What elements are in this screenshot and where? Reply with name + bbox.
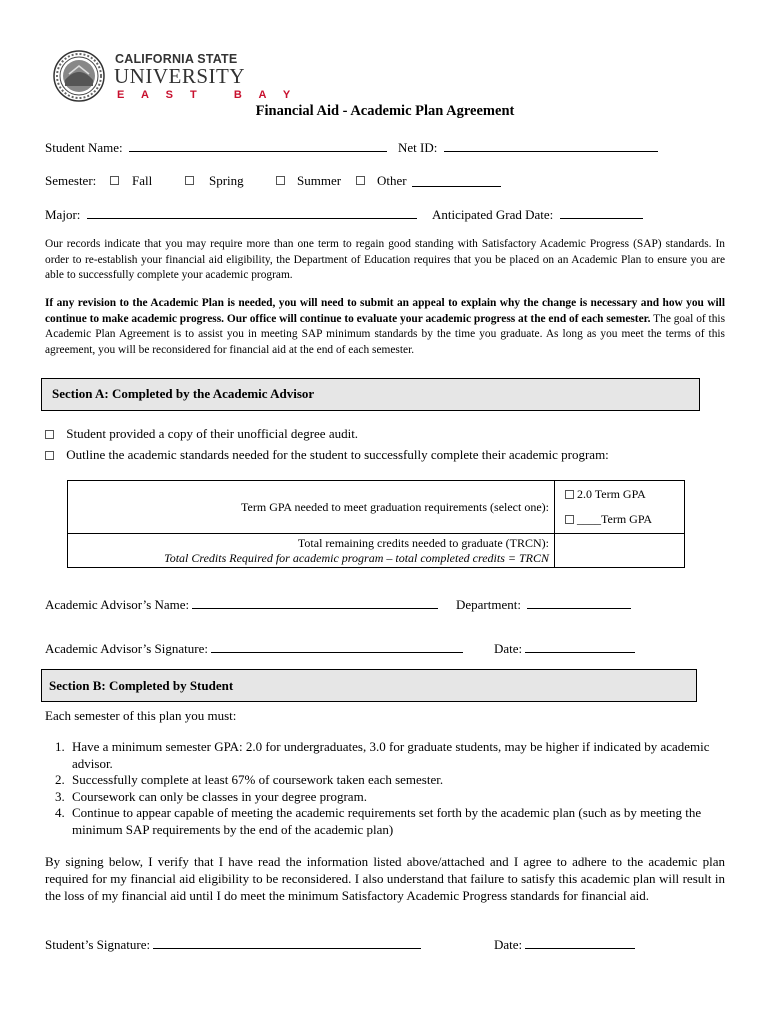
advisor-name-row: [45, 596, 438, 613]
fall-checkbox[interactable]: [110, 176, 119, 185]
requirements-table: [67, 480, 685, 568]
list-item: 2. Successfully complete at least 67% of coursework taken each semester.: [68, 772, 748, 789]
agreement-paragraph: By signing below, I verify that I have read the information listed above/attached and I agree to adhere to the academic plan required for my financial aid eligibility to be reconsidered. I also understand that failure to satisfy this academic plan will result in the loss of my financial aid until I do meet the minimum Satisfactory Academic Progress standards for financial aid.: [45, 854, 725, 903]
trcn-value-cell[interactable]: [555, 534, 685, 568]
other-field[interactable]: [412, 174, 501, 187]
summer-checkbox[interactable]: [276, 176, 285, 185]
term-gpa-label: Term GPA needed to meet graduation requirements (select one):: [241, 499, 549, 514]
advisor-name-label: Academic Advisor’s Name:: [45, 597, 190, 612]
term-gpa-label-cell: [68, 481, 555, 534]
gpa-2-checkbox[interactable]: [565, 490, 574, 499]
department-field[interactable]: [527, 596, 631, 609]
section-b-lead: Each semester of this plan you must:: [45, 708, 237, 723]
student-signature-field[interactable]: [153, 936, 421, 949]
spring-checkbox[interactable]: [185, 176, 194, 185]
intro-paragraph-2-bold: If any revision to the Academic Plan is needed, you will need to submit an appeal to explain why the change is necessary and how you will continue to make academic progress. Our office will continue to evaluate your academic progress at the end of each semester.: [45, 297, 725, 325]
intro-paragraph-2-rest: The goal of this Academic Plan Agreement is to assist you in meeting SAP minimum standards by the time you graduate. As long as you meet the terms of this agreement, you will be reconsidered for financial aid at the end of each semester.: [45, 312, 726, 356]
semester-row: [45, 173, 565, 189]
degree-audit-label: Student provided a copy of their unofficial degree audit.: [66, 426, 359, 441]
academic-standards-label: Outline the academic standards needed for the student to successfully complete their academic program:: [66, 447, 609, 462]
gpa-custom-checkbox[interactable]: [565, 515, 574, 524]
grad-date-label: Anticipated Grad Date:: [432, 207, 554, 222]
department-label: Department:: [456, 597, 521, 612]
student-name-field[interactable]: [129, 139, 387, 152]
logo-line-2: UNIVERSITY: [114, 64, 245, 88]
advisor-date-field[interactable]: [525, 640, 635, 653]
advisor-name-field[interactable]: [192, 596, 438, 609]
table-row: [68, 481, 685, 534]
net-id-row: [398, 139, 658, 156]
summer-label: Summer: [297, 173, 342, 188]
advisor-date-row: [494, 640, 635, 657]
advisor-date-label: Date:: [494, 641, 523, 656]
fall-label: Fall: [132, 173, 153, 188]
student-date-row: [494, 936, 635, 953]
major-field[interactable]: [87, 206, 417, 219]
trcn-formula: Total Credits Required for academic program – total completed credits = TRCN: [164, 550, 549, 565]
student-date-field[interactable]: [525, 936, 635, 949]
advisor-signature-field[interactable]: [211, 640, 463, 653]
list-item: 4. Continue to appear capable of meeting the academic requirements set forth by the academic plan (such as by meeting the minimum SAP requirements by the end of the academic plan): [68, 805, 748, 838]
major-row: [45, 206, 417, 223]
table-row: [68, 534, 685, 568]
section-a-check-2: [45, 447, 609, 463]
section-b-title: Section B: Completed by Student: [49, 678, 234, 693]
trcn-label: Total remaining credits needed to graduate (TRCN):: [297, 535, 549, 550]
university-logo: [53, 50, 298, 106]
advisor-signature-label: Academic Advisor’s Signature:: [45, 641, 208, 656]
student-name-label: Student Name:: [45, 140, 123, 155]
spring-label: Spring: [209, 173, 244, 188]
semester-label: Semester:: [45, 173, 97, 188]
degree-audit-checkbox[interactable]: [45, 430, 54, 439]
logo-line-3: E A S T B A Y: [117, 89, 298, 101]
net-id-label: Net ID:: [398, 140, 438, 155]
requirements-list: [46, 739, 748, 838]
student-date-label: Date:: [494, 937, 523, 952]
list-item: 1. Have a minimum semester GPA: 2.0 for undergraduates, 3.0 for graduate students, may be higher if indicated by academic advisor.: [68, 739, 748, 772]
gpa-custom-label: ____Term GPA: [577, 512, 653, 526]
gpa-option-1: [565, 482, 683, 507]
student-signature-label: Student’s Signature:: [45, 937, 151, 952]
other-checkbox[interactable]: [356, 176, 365, 185]
section-a-title: Section A: Completed by the Academic Advisor: [52, 386, 315, 401]
other-label: Other: [377, 173, 407, 188]
section-a-header: [41, 378, 700, 411]
logo-line-1: CALIFORNIA STATE: [115, 52, 238, 66]
department-row: [456, 596, 631, 613]
gpa-2-label: 2.0 Term GPA: [577, 487, 646, 501]
section-a-check-1: [45, 426, 358, 442]
advisor-signature-row: [45, 640, 463, 657]
grad-date-field[interactable]: [560, 206, 643, 219]
student-name-row: [45, 139, 387, 156]
list-item: 3. Coursework can only be classes in your degree program.: [68, 789, 748, 806]
term-gpa-options-cell: [555, 481, 685, 534]
major-label: Major:: [45, 207, 81, 222]
gpa-option-2: [565, 507, 683, 532]
section-b-header: [41, 669, 697, 702]
grad-date-row: [432, 206, 643, 223]
student-signature-row: [45, 936, 421, 953]
academic-standards-checkbox[interactable]: [45, 451, 54, 460]
trcn-label-cell: [68, 534, 555, 568]
page-title: Financial Aid - Academic Plan Agreement: [255, 103, 515, 119]
net-id-field[interactable]: [444, 139, 658, 152]
intro-paragraph-1: Our records indicate that you may require more than one term to regain good standing with Satisfactory Academic Progress (SAP) standards. In order to re-establish your financial aid eligibility, the Department of Education requires that you be placed on an Academic Plan to ensure you are able to successfully complete your academic program.: [45, 238, 725, 281]
intro-paragraph-2: [45, 296, 725, 358]
university-seal-icon: [53, 50, 105, 102]
